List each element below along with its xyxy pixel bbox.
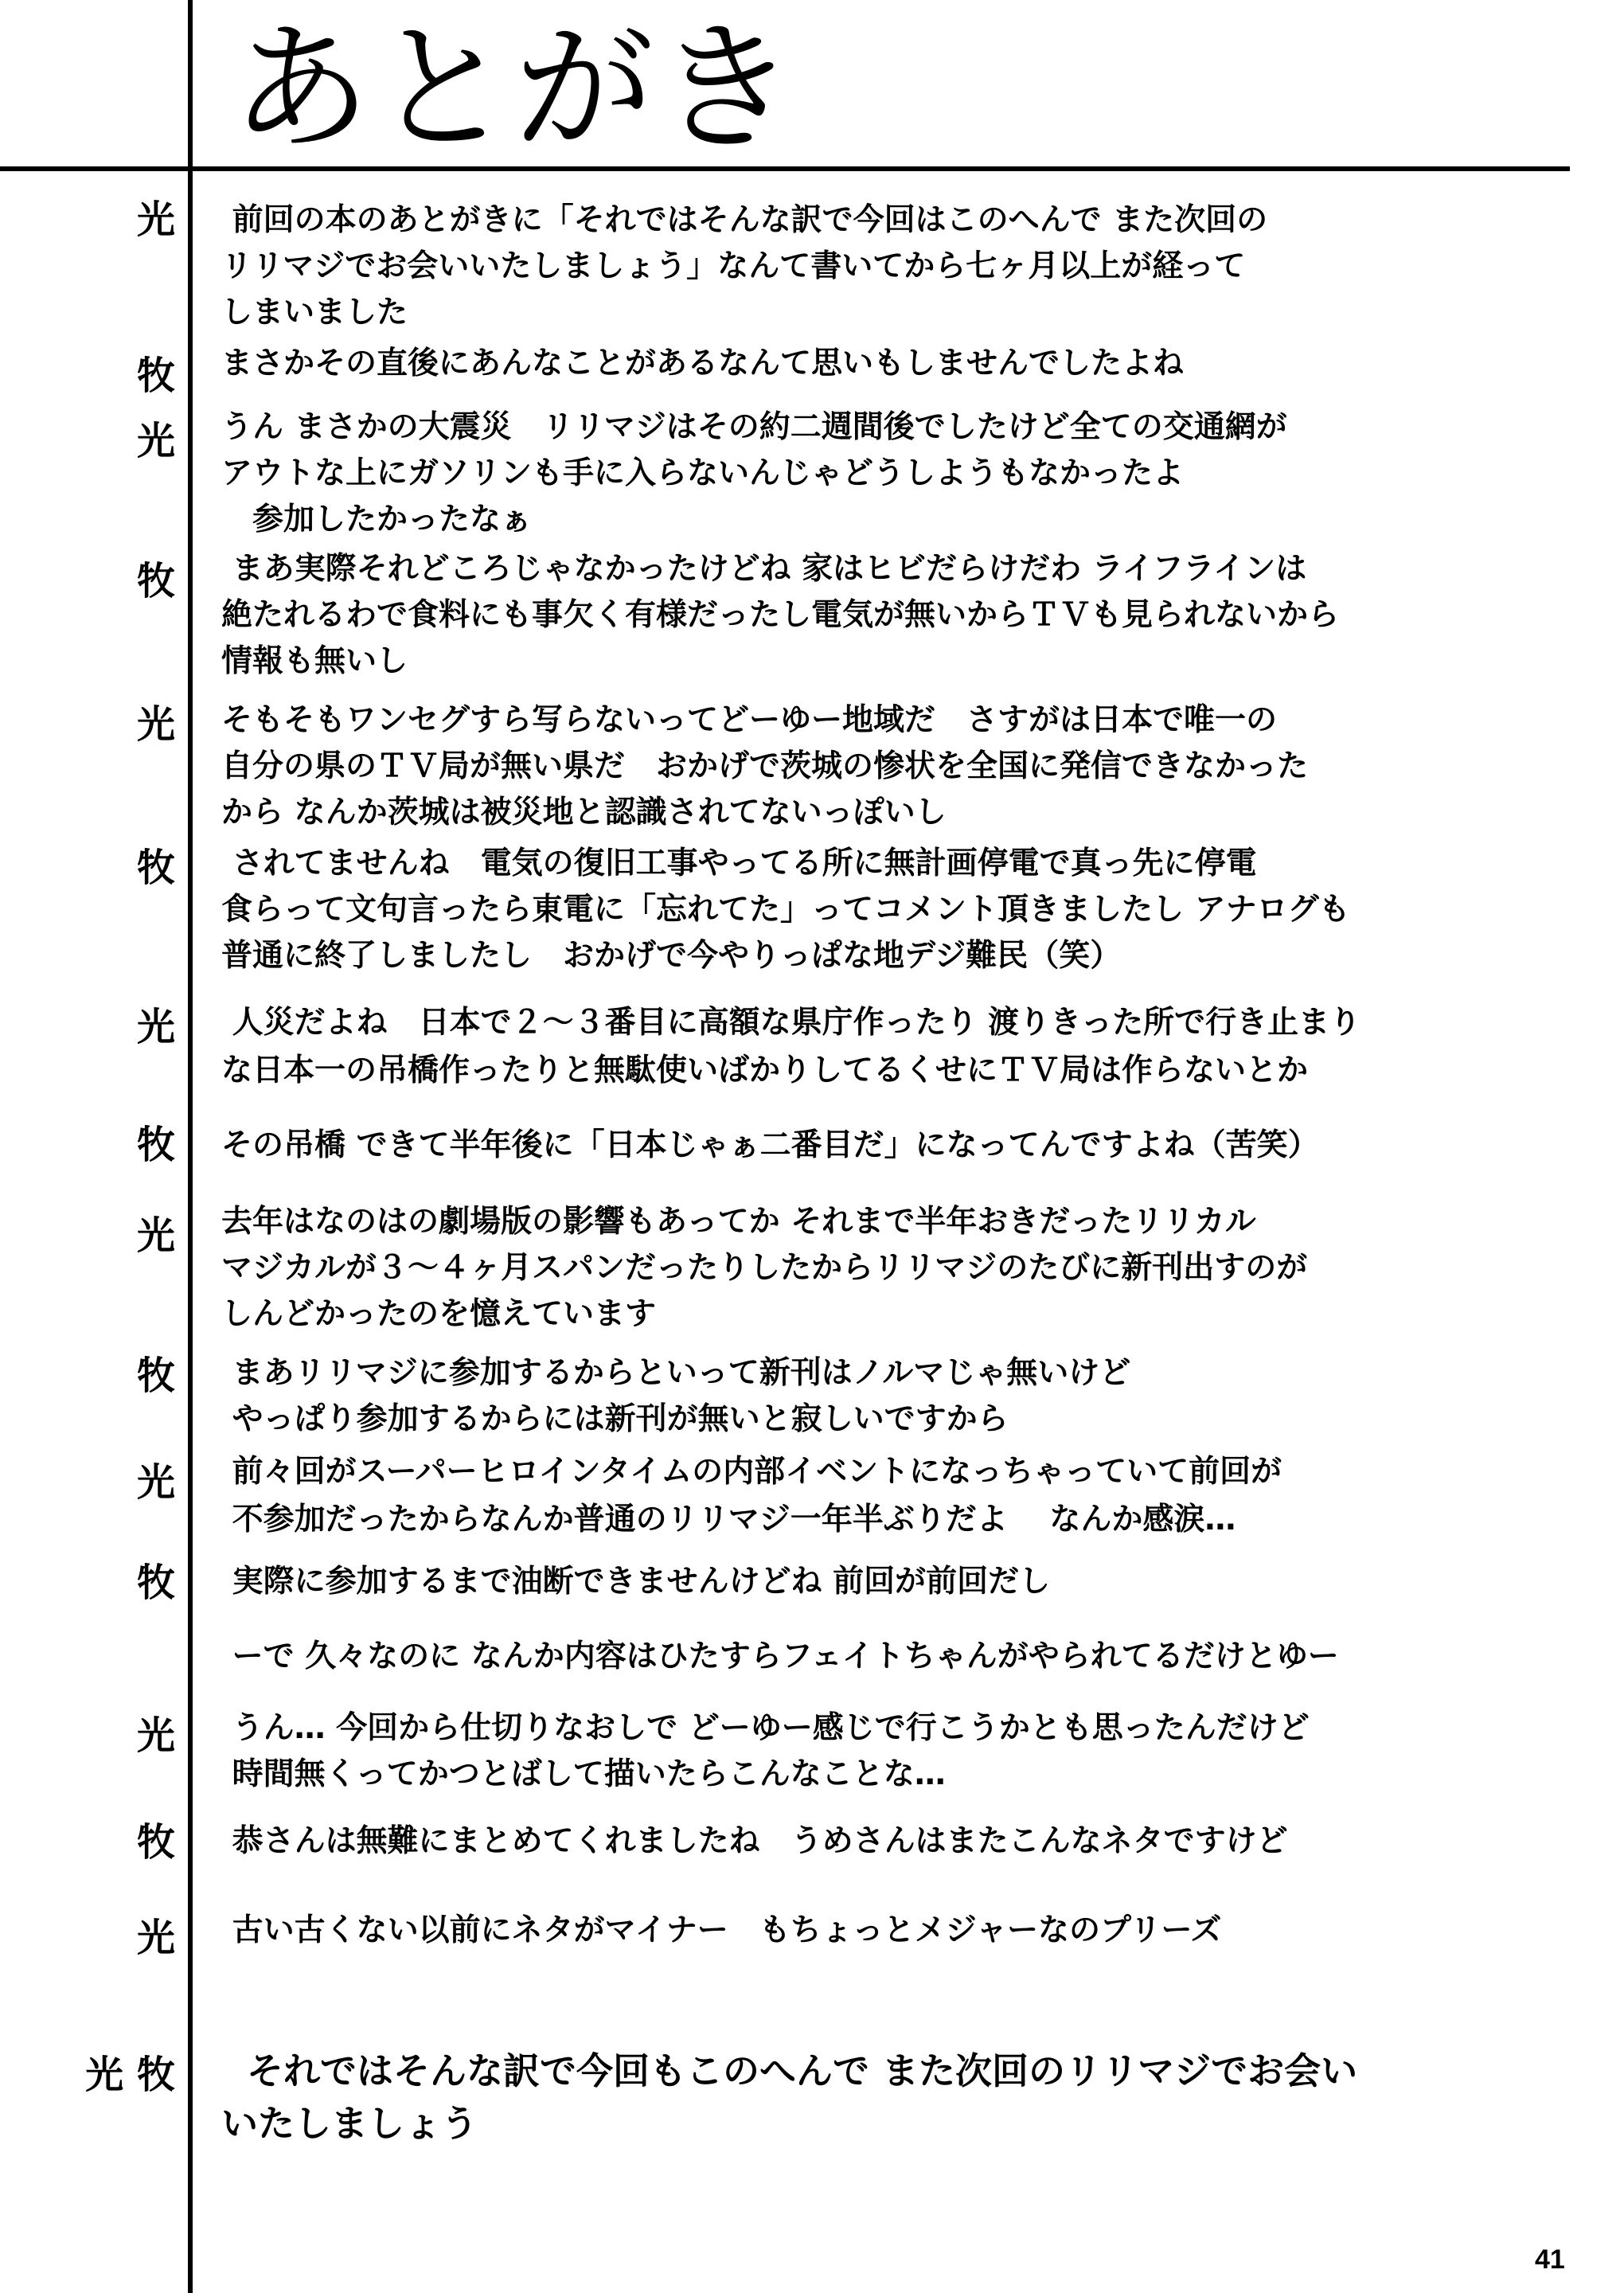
speaker-label: 光 — [136, 1713, 175, 1758]
dialogue-line: アウトな上にガソリンも手に入らないんじゃどうしようもなかったよ — [221, 455, 1185, 491]
dialogue-line: しまいました — [221, 295, 408, 330]
dialogue-line: しんどかったのを憶えています — [221, 1296, 657, 1332]
dialogue-line: 情報も無いし — [221, 643, 408, 679]
dialogue-line-final: それではそんな訳で今回もこのへんで また次回のリリマジでお会い — [221, 2049, 1358, 2092]
dialogue-line: 食らって文句言ったら東電に「忘れてた」ってコメント頂きましたし アナログも — [221, 892, 1350, 928]
speaker-label: 牧 — [136, 559, 175, 604]
dialogue-line: から なんか茨城は被災地と認識されてないっぽいし — [221, 795, 947, 830]
dialogue-line: 参加したかったなぁ — [221, 502, 533, 537]
speaker-label: 牧 — [136, 354, 175, 398]
speaker-label: 牧 — [136, 1820, 175, 1865]
dialogue-line: 前回の本のあとがきに「それではそんな訳で今回はこのへんで また次回の — [221, 202, 1268, 238]
dialogue-line: な日本一の吊橋作ったりと無駄使いばかりしてるくせにＴＶ局は作らないとか — [221, 1053, 1309, 1088]
dialogue-line: まあ実際それどころじゃなかったけどね 家はヒビだらけだわ ライフラインは — [221, 551, 1307, 587]
dialogue-line: うん… 今回から仕切りなおしで どーゆー感じで行こうかとも思ったんだけど — [221, 1710, 1310, 1746]
dialogue-line: されてませんね 電気の復旧工事やってる所に無計画停電で真っ先に停電 — [221, 846, 1257, 881]
speaker-label: 光 牧 — [85, 2053, 175, 2097]
dialogue-line: まさかその直後にあんなことがあるなんて思いもしませんでしたよね — [221, 346, 1185, 381]
dialogue-line: ーで 久々なのに なんか内容はひたすらフェイトちゃんがやられてるだけとゆー — [221, 1639, 1339, 1674]
dialogue-line: うん まさかの大震災 リリマジはその約二週間後でしたけど全ての交通網が — [221, 409, 1287, 445]
dialogue-line: 不参加だったからなんか普通のリリマジ一年半ぶりだよ なんか感涙… — [221, 1502, 1236, 1537]
page-title: あとがき — [231, 7, 798, 170]
dialogue-line: 時間無くってかつとばして描いたらこんなことな… — [221, 1756, 946, 1792]
speaker-label: 光 — [136, 197, 175, 242]
dialogue-line: 絶たれるわで食料にも事欠く有様だったし電気が無いからＴＶも見られないから — [221, 597, 1340, 633]
speaker-label: 光 — [136, 702, 175, 747]
dialogue-line: マジカルが３～４ヶ月スパンだったりしたからリリマジのたびに新刊出すのが — [221, 1250, 1308, 1286]
dialogue-line: そもそもワンセグすら写らないってどーゆー地域だ さすがは日本で唯一の — [221, 702, 1278, 738]
speaker-label: 光 — [136, 1916, 175, 1960]
page-number: 41 — [1535, 2244, 1565, 2275]
dialogue-line: 去年はなのはの劇場版の影響もあってか それまで半年おきだったリリカル — [221, 1204, 1256, 1240]
speaker-label: 光 — [136, 1460, 175, 1505]
dialogue-line: 前々回がスーパーヒロインタイムの内部イベントになっちゃっていて前回が — [221, 1454, 1282, 1490]
speaker-label: 牧 — [136, 1354, 175, 1398]
speaker-label: 光 — [136, 1005, 175, 1049]
dialogue-line: 普通に終了しましたし おかげで今やりっぱな地デジ難民（笑） — [221, 938, 1122, 974]
dialogue-line: 古い古くない以前にネタがマイナー もちょっとメジャーなのプリーズ — [221, 1912, 1222, 1948]
dialogue-line: 実際に参加するまで油断できませんけどね 前回が前回だし — [221, 1564, 1051, 1600]
dialogue-line: リリマジでお会いいたしましょう」なんて書いてから七ヶ月以上が経って — [221, 248, 1246, 284]
speaker-label: 牧 — [136, 1561, 175, 1605]
dialogue-line: その吊橋 できて半年後に「日本じゃぁ二番目だ」になってんですよね（苦笑） — [221, 1127, 1319, 1163]
speaker-label: 牧 — [136, 846, 175, 890]
dialogue-line-final: いたしましょう — [221, 2102, 478, 2145]
dialogue-line: 恭さんは無難にまとめてくれましたね うめさんはまたこんなネタですけど — [221, 1823, 1288, 1859]
vertical-rule — [188, 0, 193, 2293]
dialogue-line: やっぱり参加するからには新刊が無いと寂しいですから — [221, 1401, 1009, 1437]
dialogue-line: 人災だよね 日本で２～３番目に高額な県庁作ったり 渡りきった所で行き止まり — [221, 1005, 1361, 1041]
speaker-label: 牧 — [136, 1123, 175, 1167]
dialogue-line: まあリリマジに参加するからといって新刊はノルマじゃ無いけど — [221, 1355, 1131, 1391]
speaker-label: 光 — [136, 419, 175, 463]
dialogue-line: 自分の県のＴＶ局が無い県だ おかげで茨城の惨状を全国に発信できなかった — [221, 748, 1309, 784]
speaker-label: 光 — [136, 1213, 175, 1258]
